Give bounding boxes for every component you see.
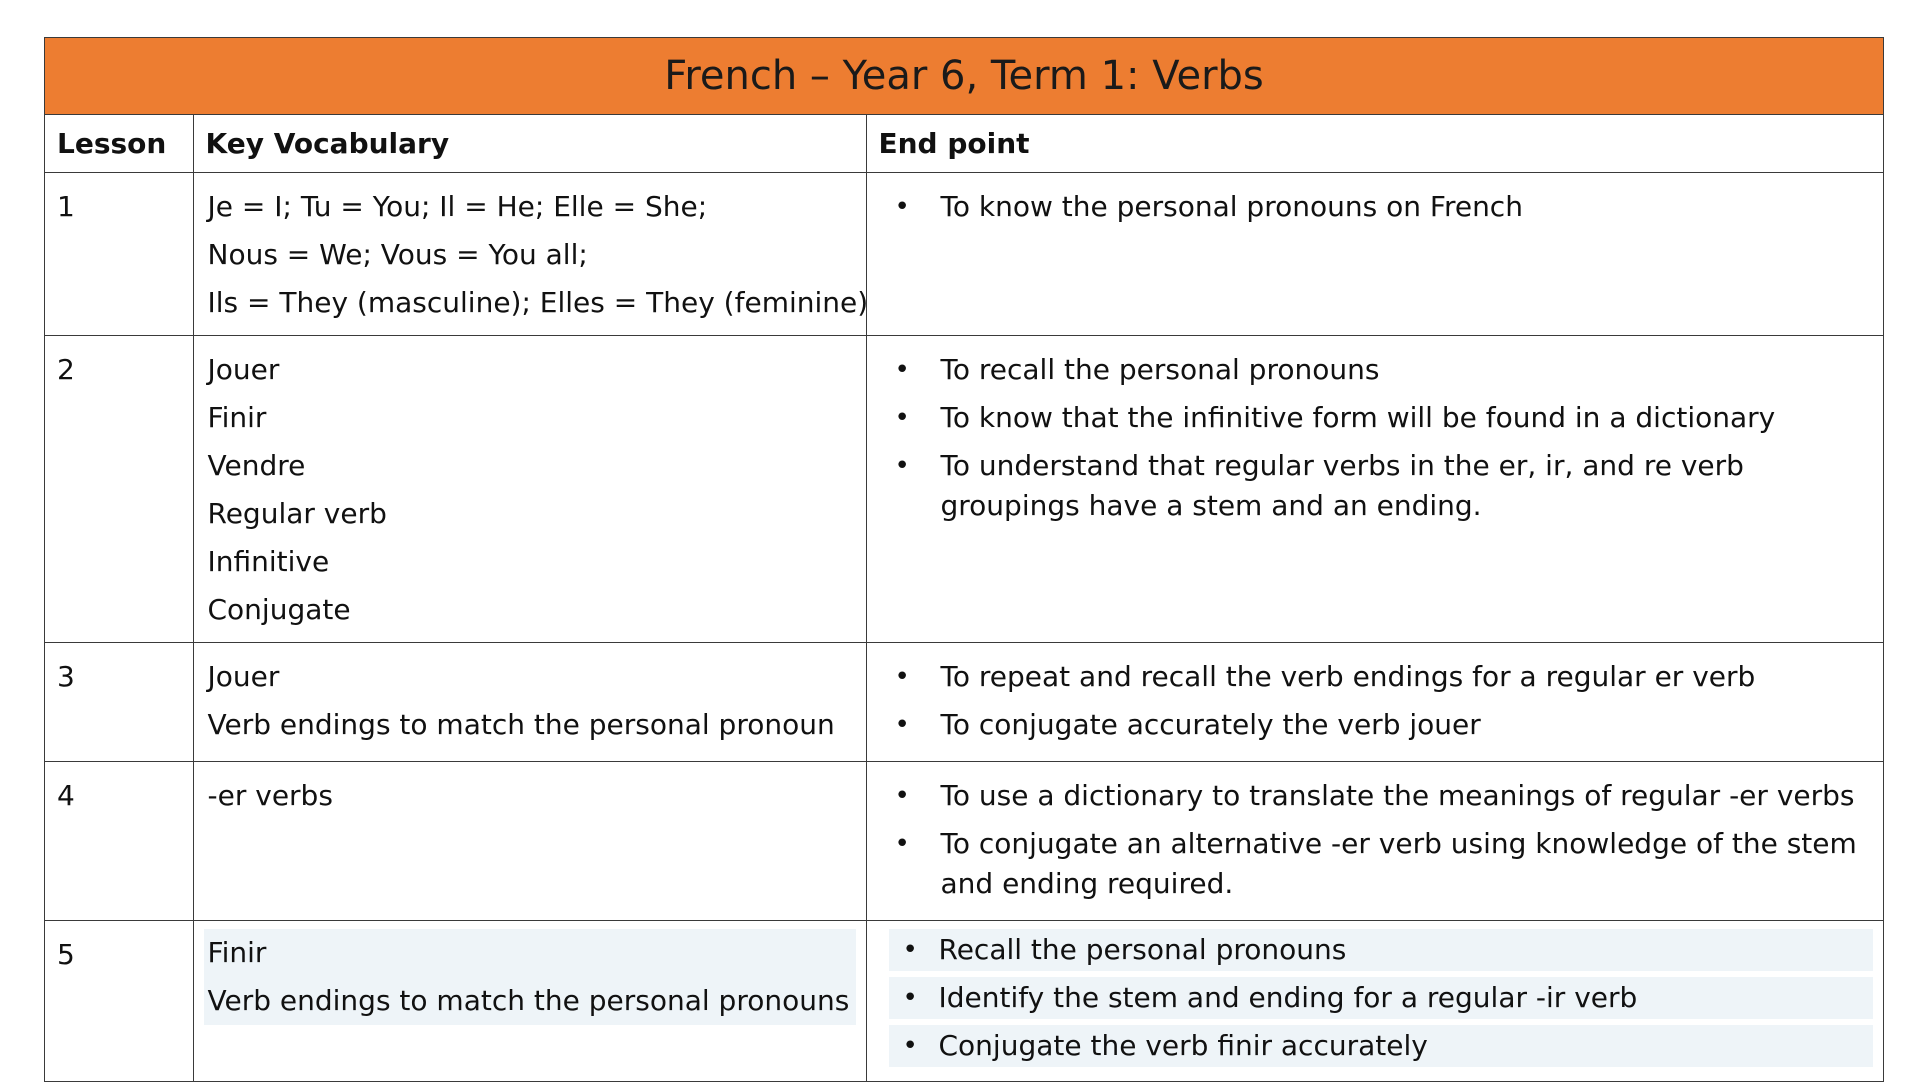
- vocabulary-line: Infinitive: [207, 544, 330, 578]
- lesson-number: 2: [45, 335, 193, 642]
- lesson-plan-sheet: [44, 37, 1884, 1082]
- end-point-item: • To conjugate accurately the verb jouer: [881, 705, 1872, 745]
- vocabulary-line: Verb endings to match the personal pronouns: [207, 983, 850, 1017]
- end-point-item: • To conjugate an alternative -er verb using knowledge of the stem and ending required.: [881, 824, 1872, 904]
- vocabulary-line: Vendre: [207, 448, 306, 482]
- end-point-item: • To know that the infinitive form will be found in a dictionary: [881, 398, 1872, 438]
- vocabulary-highlight: [204, 929, 856, 1025]
- end-point-item: • To recall the personal pronouns: [881, 350, 1872, 390]
- table-row: [45, 761, 1883, 920]
- end-point-list: [889, 929, 1874, 1067]
- end-point-item: • To repeat and recall the verb endings for a regular er verb: [881, 657, 1872, 697]
- lesson-table: [45, 115, 1883, 1081]
- end-point-item: • Conjugate the verb finir accurately: [889, 1025, 1874, 1067]
- end-point-list: [881, 187, 1872, 227]
- end-point-cell: [866, 920, 1883, 1081]
- vocabulary-line: Finir: [207, 935, 267, 969]
- vocabulary-line: -er verbs: [207, 778, 333, 812]
- vocabulary-line: Verb endings to match the personal pronoun: [207, 707, 835, 741]
- end-point-cell: [866, 761, 1883, 920]
- vocabulary-line: Je = I; Tu = You; Il = He; Elle = She;: [207, 189, 708, 223]
- vocabulary-cell: [193, 920, 866, 1081]
- lesson-number: 4: [45, 761, 193, 920]
- lesson-number: 3: [45, 642, 193, 761]
- vocabulary-line: Nous = We; Vous = You all;: [207, 237, 588, 271]
- column-header-lesson: Lesson: [45, 115, 193, 172]
- end-point-list: [881, 350, 1872, 526]
- vocabulary-cell: [193, 172, 869, 335]
- end-point-cell: [866, 642, 1883, 761]
- column-header-key-vocabulary: Key Vocabulary: [193, 115, 866, 172]
- column-header-end-point: End point: [866, 115, 1883, 172]
- end-point-item: • To use a dictionary to translate the meanings of regular -er verbs: [881, 776, 1872, 816]
- end-point-cell: [866, 172, 1883, 335]
- end-point-list: [881, 657, 1872, 745]
- table-row: [45, 920, 1883, 1081]
- vocabulary-cell: [193, 642, 866, 761]
- vocabulary-line: Conjugate: [207, 592, 351, 626]
- end-point-item: • Recall the personal pronouns: [889, 929, 1874, 971]
- end-point-item: • Identify the stem and ending for a regular -ir verb: [889, 977, 1874, 1019]
- vocabulary-line: Jouer: [207, 352, 280, 386]
- vocabulary-cell: [193, 335, 866, 642]
- end-point-item: • To know the personal pronouns on French: [881, 187, 1872, 227]
- vocabulary-line: Finir: [207, 400, 267, 434]
- vocabulary-cell: [193, 761, 866, 920]
- vocabulary-line: Jouer: [207, 659, 280, 693]
- vocabulary-line: Regular verb: [207, 496, 387, 530]
- vocabulary-line: Ils = They (masculine); Elles = They (feminine): [207, 285, 869, 319]
- table-header-row: [45, 115, 1883, 172]
- end-point-cell: [866, 335, 1883, 642]
- lesson-number: 1: [45, 172, 193, 335]
- table-row: [45, 335, 1883, 642]
- table-row: [45, 642, 1883, 761]
- end-point-list: [881, 776, 1872, 904]
- end-point-item: • To understand that regular verbs in the er, ir, and re verb groupings have a stem and an ending.: [881, 446, 1872, 526]
- page-title: French – Year 6, Term 1: Verbs: [45, 38, 1883, 115]
- lesson-number: 5: [45, 920, 193, 1081]
- table-row: [45, 172, 1883, 335]
